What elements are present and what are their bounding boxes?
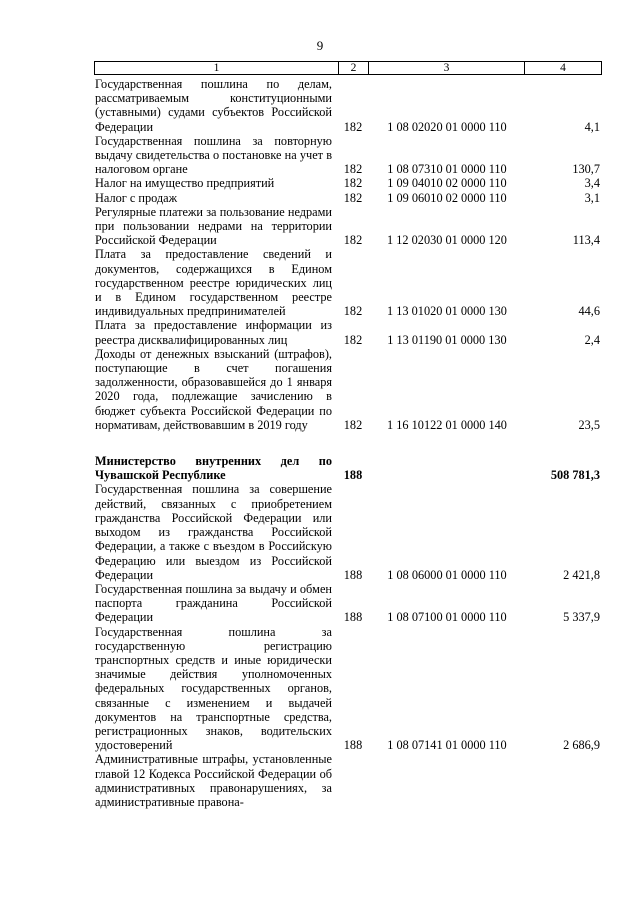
row-amount: 3,4 (584, 176, 600, 191)
table-row (95, 454, 600, 482)
row-description: Государственная пошлина за повторную выдачу свидетельства о постановке на учет в налоговом органе (95, 133, 332, 177)
row-description: Плата за предоставление сведений и документов, содержащихся в Едином государственном реестре юридических лиц и в Едином государственном реестре индивидуальных предпринимателей (95, 247, 332, 319)
row-description: Регулярные платежи за пользование недрами при пользовании недрами на территории Российской Федерации (95, 204, 332, 248)
row-description: Государственная пошлина за совершение действий, связанных с приобретением гражданства Российской Федерации или выходом из гражданства Российской Федерации, а также с въездом в Российскую Федерацию или выездом из Российской Федерации (95, 482, 332, 582)
table-row (95, 247, 600, 318)
row-budget-code: 1 13 01020 01 0000 130 (387, 304, 507, 319)
table-body (95, 77, 600, 809)
row-admin-code: 182 (343, 190, 363, 205)
table-row (95, 77, 600, 134)
row-amount: 23,5 (578, 417, 600, 432)
table-header (94, 61, 602, 75)
row-amount: 113,4 (572, 233, 600, 248)
row-description: Налог на имущество предприятий (95, 176, 275, 191)
row-amount: 130,7 (572, 162, 600, 177)
row-description: Государственная пошлина за выдачу и обмен паспорта гражданина Российской Федерации (95, 581, 332, 625)
row-admin-code: 188 (343, 567, 363, 582)
row-budget-code: 1 09 04010 02 0000 110 (387, 176, 507, 191)
row-admin-code: 182 (343, 176, 363, 191)
header-col-2: 2 (339, 62, 369, 74)
row-description: Плата за предоставление информации из реестра дисквалифицированных лиц (95, 318, 332, 347)
row-description: Доходы от денежных взысканий (штрафов), поступающие в счет погашения задолженности, образовавшейся до 1 января 2020 года, подлежащие зачислению в бюджет субъекта Российской Федерации по нормативам, действовавшим в 2019 году (95, 346, 332, 432)
table-row (95, 134, 600, 177)
row-amount: 44,6 (578, 304, 600, 319)
table-row (95, 347, 600, 432)
table-row (95, 482, 600, 581)
row-description: Государственная пошлина за государственную регистрацию транспортных средств и иные юридически значимые действия уполномоченных федеральных государственных органов, связанные с изменением и выдачей документов на транспортные средства, регистрационных знаков, водительских удостоверений (95, 624, 332, 753)
row-budget-code: 1 16 10122 01 0000 140 (387, 417, 507, 432)
row-admin-code: 182 (343, 417, 363, 432)
table-row (95, 318, 600, 346)
row-budget-code: 1 08 02020 01 0000 110 (387, 119, 507, 134)
row-budget-code: 1 13 01190 01 0000 130 (387, 332, 507, 347)
header-col-3: 3 (369, 62, 525, 74)
row-admin-code: 188 (343, 610, 363, 625)
row-admin-code: 182 (343, 304, 363, 319)
table-row (95, 625, 600, 753)
table-row (95, 191, 600, 205)
row-amount: 2 421,8 (563, 567, 600, 582)
row-budget-code: 1 09 06010 02 0000 110 (387, 190, 507, 205)
row-budget-code: 1 08 06000 01 0000 110 (387, 567, 507, 582)
page-number: 9 (316, 38, 324, 53)
row-description: Налог с продаж (95, 190, 178, 205)
row-amount: 4,1 (584, 119, 600, 134)
table-row (95, 205, 600, 248)
row-budget-code: 1 08 07141 01 0000 110 (387, 738, 507, 753)
row-amount: 5 337,9 (563, 610, 600, 625)
table-row (95, 176, 600, 190)
row-description: Государственная пошлина по делам, рассматриваемым конституционными (уставными) судами субъектов Российской Федерации (95, 77, 332, 134)
row-budget-code: 1 08 07310 01 0000 110 (387, 162, 507, 177)
row-budget-code: 1 08 07100 01 0000 110 (387, 610, 507, 625)
row-admin-code: 188 (343, 468, 363, 483)
row-admin-code: 182 (343, 233, 363, 248)
row-admin-code: 182 (343, 162, 363, 177)
header-col-4: 4 (560, 62, 566, 74)
table-row (95, 752, 600, 809)
row-admin-code: 188 (343, 738, 363, 753)
row-budget-code: 1 12 02030 01 0000 120 (387, 233, 507, 248)
header-col-1: 1 (95, 62, 339, 74)
row-description: Административные штрафы, установленные главой 12 Кодекса Российской Федерации об административных правонарушениях, за административные правона- (95, 752, 332, 809)
row-admin-code: 182 (343, 332, 363, 347)
row-amount: 2 686,9 (563, 738, 600, 753)
table-row (95, 582, 600, 625)
row-amount: 508 781,3 (550, 468, 600, 483)
row-description: Министерство внутренних дел по Чувашской Республике (95, 454, 332, 483)
row-amount: 3,1 (584, 190, 600, 205)
row-gap (95, 432, 600, 454)
row-admin-code: 182 (343, 119, 363, 134)
row-amount: 2,4 (584, 332, 600, 347)
